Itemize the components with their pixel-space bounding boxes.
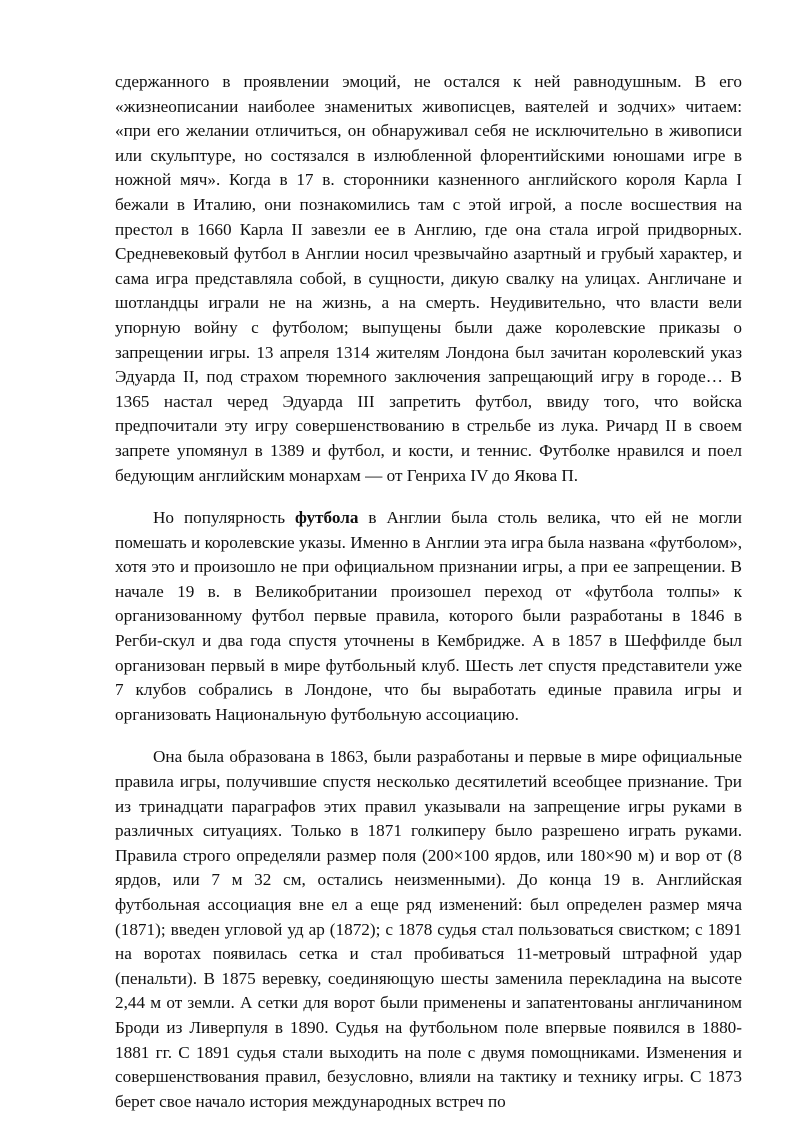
- paragraph-1: сдержанного в проявлении эмоций, не остался к ней равнодушным. В его «жизнеописании наиболее знаменитых живописцев, ваятелей и зодчих» читаем: «при его желании отличиться, он обнаруживал себя не исключительно в живописи или скульптуре, но состязался в излюбленной флорентийскими юношами игре в ножной мяч». Когда в 17 в. сторонники казненного английского короля Карла I бежали в Италию, они познакомились там с этой игрой, а после восшествия на престол в 1660 Карла II завезли ее в Англию, где она стала игрой придворных. Средневековый футбол в Англии носил чрезвычайно азартный и грубый характер, и сама игра представляла собой, в сущности, дикую свалку на улицах. Англичане и шотландцы играли не на жизнь, а на смерть. Неудивительно, что власти вели упорную войну с футболом; выпущены были даже королевские приказы о запрещении игры. 13 апреля 1314 жителям Лондона был зачитан королевский указ Эдуарда II, под страхом тюремного заключения запрещающий игру в городе… В 1365 настал черед Эдуарда III запретить футбол, ввиду того, что войска предпочитали эту игру совершенствованию в стрельбе из лука. Ричард II в своем запрете упомянул в 1389 и футбол, и кости, и теннис. Футболке нравился и поел бедующим английским монархам — от Генриха IV до Якова П.: [115, 72, 742, 485]
- bold-term-football: футбола: [294, 508, 359, 528]
- paragraph-3: Она была образована в 1863, были разработаны и первые в мире официальные правила игры, получившие спустя несколько десятилетий всеобщее признание. Три из тринадцати параграфов этих правил указывали на запрещение игры руками в различных ситуациях. Только в 1871 голкиперу было разрешено играть руками. Правила строго определяли размер поля (200×100 ярдов, или 180×90 м) и вор от (8 ярдов, или 7 м 32 см, остались неизменными). До конца 19 в. Английская футбольная ассоциация вне ел а еще ряд изменений: был определен размер мяча (1871); введен угловой уд ар (1872); с 1878 судья стал пользоваться свистком; с 1891 на воротах появилась сетка и стал пробиваться 11-метровый штрафной удар (пенальти). В 1875 веревку, соединяющую шесты заменила перекладина на высоте 2,44 м от земли. А сетки для ворот были применены и запатентованы англичанином Броди из Ливерпуля в 1890. Судья на футбольном поле впервые появился в 1880-1881 гг. С 1891 судья стали выходить на поле с двумя помощниками. Изменения и совершенствования правил, безусловно, влияли на тактику и технику игры. С 1873 берет свое начало история международных встреч по: [115, 747, 742, 1111]
- paragraph-2-lead-text: Но популярность: [153, 508, 295, 528]
- paragraph-2-body-text: в Англии была столь велика, что ей не могли помешать и королевские указы. Именно в Англии эта игра была названа «футболом», хотя это и произошло не при официальном признании игры, а при ее запрещении. В начале 19 в. в Великобритании произошел переход от «футбола толпы» к организованному футбол первые правила, которого были разработаны в 1846 в Регби-скул и два года спустя уточнены в Кембридже. А в 1857 в Шеффилде был организован первый в мире футбольный клуб. Шесть лет спустя представители уже 7 клубов собрались в Лондоне, что бы выработать единые правила игры и организовать Национальную футбольную ассоциацию.: [115, 508, 742, 724]
- paragraph-2: [115, 506, 742, 727]
- document-page: [115, 70, 742, 1114]
